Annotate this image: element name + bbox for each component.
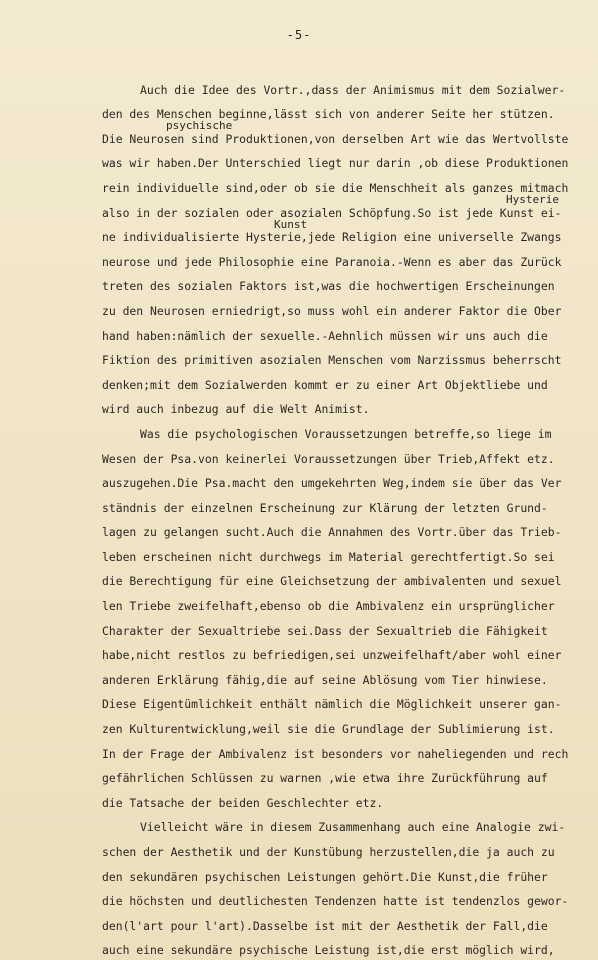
line-text: lagen zu gelangen sucht.Auch die Annahmen des Vortr.über das Trieb-	[102, 525, 562, 540]
line-text: Charakter der Sexualtriebe sei.Dass der Sexualtrieb die Fähigkeit	[102, 623, 548, 638]
line-text: zen Kulturentwicklung,weil sie die Grundlage der Sublimierung ist.	[102, 722, 555, 737]
line-text: den(l'art pour l'art).Dasselbe ist mit der Aesthetik der Fall,die	[102, 918, 548, 933]
text-line	[102, 662, 582, 687]
text-line	[102, 466, 582, 491]
line-text: die Berechtigung für eine Gleichsetzung der ambivalenten und sexuel	[102, 574, 562, 589]
line-text: Wesen der Psa.von keinerlei Voraussetzungen über Trieb,Affekt etz.	[102, 451, 555, 466]
text-line	[102, 318, 582, 343]
text-line	[102, 711, 582, 736]
line-text: anderen Erklärung fähig,die auf seine Ablösung vom Tier hinwiese.	[102, 672, 548, 687]
line-text: treten des sozialen Faktors ist,was die hochwertigen Erscheinungen	[102, 279, 555, 294]
line-text: leben erscheinen nicht durchwegs im Material gerechtfertigt.So sei	[102, 549, 555, 564]
handwritten-insertion: Hysterie	[506, 192, 559, 206]
line-text: wird auch inbezug auf die Welt Animist.	[102, 402, 370, 417]
text-line	[102, 269, 582, 294]
line-text: ständnis der einzelnen Erscheinung zur Klärung der letzten Grund-	[102, 500, 548, 515]
line-text: auch eine sekundäre psychische Leistung ist,die erst möglich wird,	[102, 943, 555, 958]
text-line	[102, 933, 582, 958]
line-text: len Triebe zweifelhaft,ebenso ob die Ambivalenz ein ursprünglicher	[102, 599, 555, 614]
line-text: die höchsten und deutlichesten Tendenzen hatte ist tendenzlos gewor-	[102, 894, 569, 909]
line-text: Was die psychologischen Voraussetzungen betreffe,so liege im	[140, 426, 552, 441]
line-text: Die Neurosen sind Produktionen,von derselben Art wie das Wertvollste	[102, 131, 569, 146]
handwritten-insertion: psychische	[166, 119, 233, 133]
line-text: die Tatsache der beiden Geschlechter etz.	[102, 795, 384, 810]
line-text: Vielleicht wäre in diesem Zusammenhang auch eine Analogie zwi-	[140, 820, 566, 835]
text-line	[102, 761, 582, 786]
line-text: schen der Aesthetik und der Kunstübung herzustellen,die ja auch zu	[102, 845, 555, 859]
text-line	[102, 490, 582, 515]
text-line	[102, 192, 582, 220]
text-line	[102, 293, 582, 318]
line-text: habe,nicht restlos zu befriedigen,sei unzweifelhaft/aber wohl einer	[102, 648, 562, 663]
text-line	[102, 588, 582, 613]
line-text: hand haben:nämlich der sexuelle.-Aehnlich müssen wir uns auch die	[102, 328, 548, 343]
text-line	[102, 539, 582, 564]
text-line	[102, 515, 582, 540]
text-line	[102, 72, 582, 97]
text-line	[102, 146, 582, 171]
line-text: den sekundären psychischen Leistungen gehört.Die Kunst,die früher	[102, 869, 548, 884]
text-line	[102, 687, 582, 712]
text-line	[102, 416, 582, 441]
line-text: Fiktion des primitiven asozialen Menschen vom Narzissmus beherrscht	[102, 353, 562, 368]
handwritten-insertion: Kunst	[274, 217, 308, 231]
line-text: rein individuelle sind,oder ob sie die Menschheit als ganzes mitmach	[102, 180, 569, 195]
line-text: den des Menschen beginne,lässt sich von anderer Seite her stützen.	[102, 107, 555, 122]
text-line	[102, 367, 582, 392]
page-number: -5-	[286, 28, 312, 42]
text-line	[102, 613, 582, 638]
line-text: auszugehen.Die Psa.macht den umgekehrten Weg,indem sie über das Ver	[102, 476, 562, 491]
text-line	[102, 736, 582, 761]
text-line	[102, 834, 582, 859]
line-text: ne individualisierte Hysterie,jede Religion eine universelle Zwangs	[102, 230, 562, 245]
text-line	[102, 638, 582, 663]
text-line	[102, 392, 582, 417]
line-text: In der Frage der Ambivalenz ist besonders vor naheliegenden und rech	[102, 746, 569, 761]
text-line	[102, 810, 582, 835]
text-line	[102, 884, 582, 909]
text-line	[102, 564, 582, 589]
line-text: gefährlichen Schlüssen zu warnen ,wie etwa ihre Zurückführung auf	[102, 771, 548, 786]
line-text: also in der sozialen oder asozialen Schöpfung.So ist jede Kunst ei-	[102, 205, 562, 220]
line-text: neurose und jede Philosophie eine Paranoia.-Wenn es aber das Zurück	[102, 254, 562, 269]
text-line	[102, 121, 582, 146]
text-line	[102, 441, 582, 466]
text-line	[102, 785, 582, 810]
text-line	[102, 343, 582, 368]
body-text	[102, 72, 582, 957]
line-text: zu den Neurosen erniedrigt,so muss wohl ein anderer Faktor die Ober	[102, 303, 562, 318]
line-text: Auch die Idee des Vortr.,dass der Animismus mit dem Sozialwer-	[140, 82, 566, 97]
text-line	[102, 217, 582, 245]
text-line	[102, 97, 582, 122]
line-text: denken;mit dem Sozialwerden kommt er zu einer Art Objektliebe und	[102, 377, 548, 392]
line-text: was wir haben.Der Unterschied liegt nur darin ,ob diese Produktionen	[102, 156, 569, 171]
text-line	[102, 244, 582, 269]
line-text: Diese Eigentümlichkeit enthält nämlich die Möglichkeit unserer gan-	[102, 697, 562, 712]
text-line	[102, 859, 582, 884]
text-line	[102, 908, 582, 933]
text-line	[102, 170, 582, 195]
